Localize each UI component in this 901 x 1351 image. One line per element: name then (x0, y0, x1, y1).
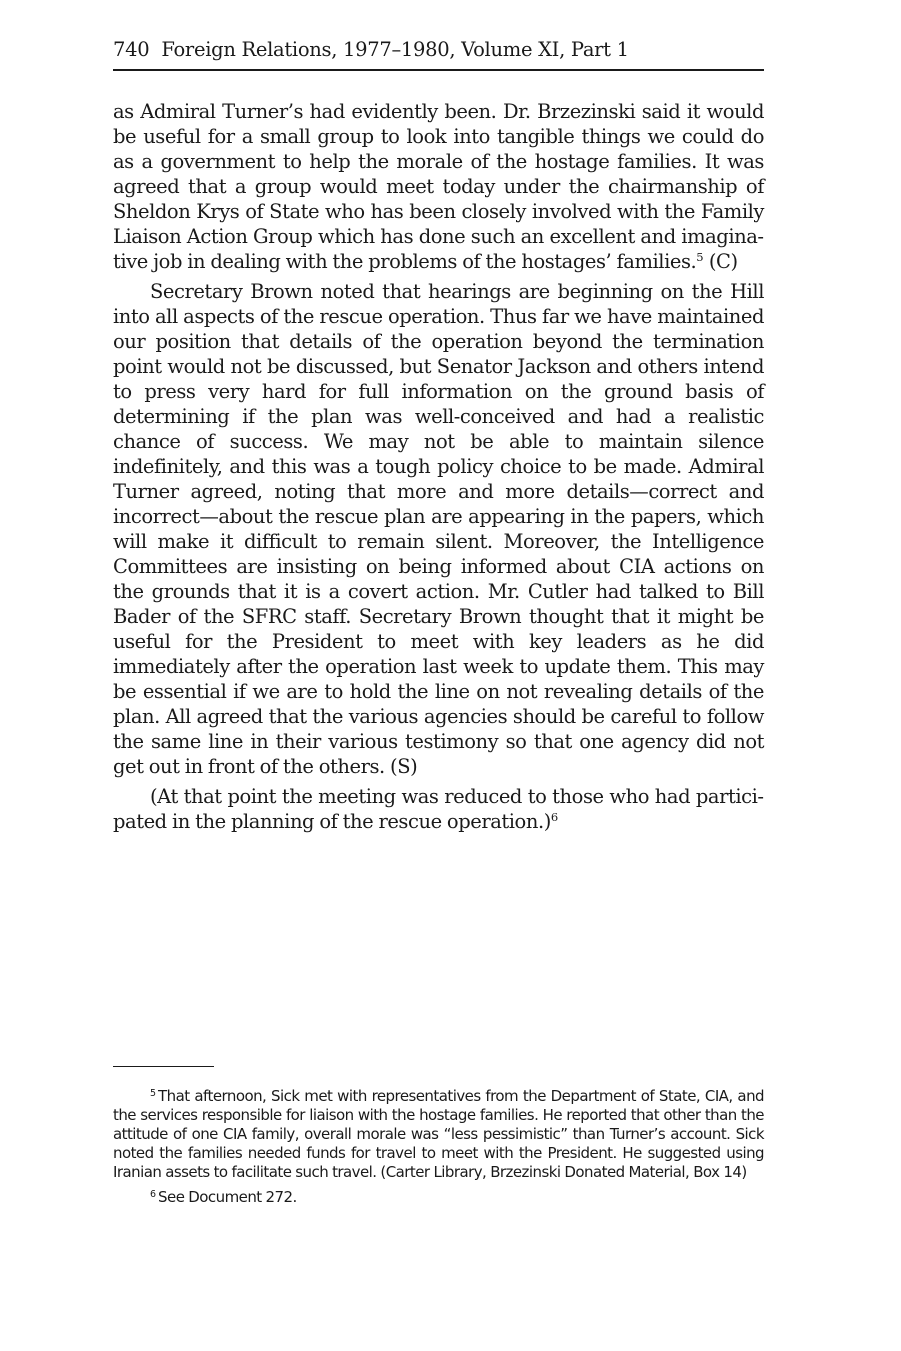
body-text (113, 99, 764, 839)
paragraph-text: as Admiral Turner’s had evidently been. Dr. Brzezinski said it would be useful for a small group to look into tangible things we could do as a government to help the morale of the hostage families. It was agreed that a group would meet today under the chairmanship of Sheldon Krys of State who has been closely involved with the Family Liaison Action Group which has done such an excellent and imaginative job in dealing with the problems of the hostages’ families. (113, 100, 764, 273)
footnote-marker: 6 (150, 1189, 157, 1200)
footnote-marker: 5 (150, 1088, 157, 1099)
paragraph-text: Secretary Brown noted that hearings are beginning on the Hill into all aspects of the rescue operation. Thus far we have maintained our position that details of the operation beyond the termination point would not be discussed, but Senator Jackson and others intend to press very hard for full information on the ground basis of determining if the plan was well-conceived and had a realistic chance of success. We may not be able to maintain silence indefinitely, and this was a tough policy choice to be made. Admiral Turner agreed, noting that more and more details—correct and incorrect—about the rescue plan are appearing in the papers, which will make it difficult to remain silent. Moreover, the Intelligence Committees are insisting on being informed about CIA actions on the grounds that it is a covert action. Mr. Cutler had talked to Bill Bader of the SFRC staff. Secretary Brown thought that it might be useful for the President to meet with key leaders as he did immediately after the operation last week to update them. This may be essential if we are to hold the line on not revealing details of the plan. All agreed that the various agencies should be careful to follow the same line in their various testimony so that one agency did not get out in front of the others. (S) (113, 280, 764, 778)
header-rule (113, 69, 764, 71)
footnote (113, 1188, 764, 1207)
footnote-reference: 5 (696, 250, 704, 264)
paragraph-continuation (113, 99, 764, 274)
page-header (113, 38, 764, 62)
page-number: 740 (113, 38, 150, 61)
footnote (113, 1087, 764, 1182)
paragraph (113, 279, 764, 779)
footnote-reference: 6 (550, 810, 559, 824)
footnote-separator (113, 1066, 214, 1067)
footnotes (113, 1087, 764, 1213)
footnote-text: That afternoon, Sick met with representatives from the Department of State, CIA, and the services responsible for liaison with the hostage families. He reported that other than the attitude of one CIA family, overall morale was “less pessimistic” than Turner’s account. Sick noted the families needed funds for travel to meet with the President. He suggested using Iranian assets to facilitate such travel. (Carter Library, Brzezinski Donated Material, Box 14) (113, 1087, 764, 1181)
paragraph-text: (At that point the meeting was reduced to those who had participated in the planning of the rescue operation.) (113, 785, 764, 833)
running-title: Foreign Relations, 1977–1980, Volume XI, Part 1 (161, 38, 629, 61)
classification-marking: (C) (703, 250, 738, 273)
paragraph (113, 784, 764, 834)
footnote-text: See Document 272. (158, 1188, 297, 1206)
